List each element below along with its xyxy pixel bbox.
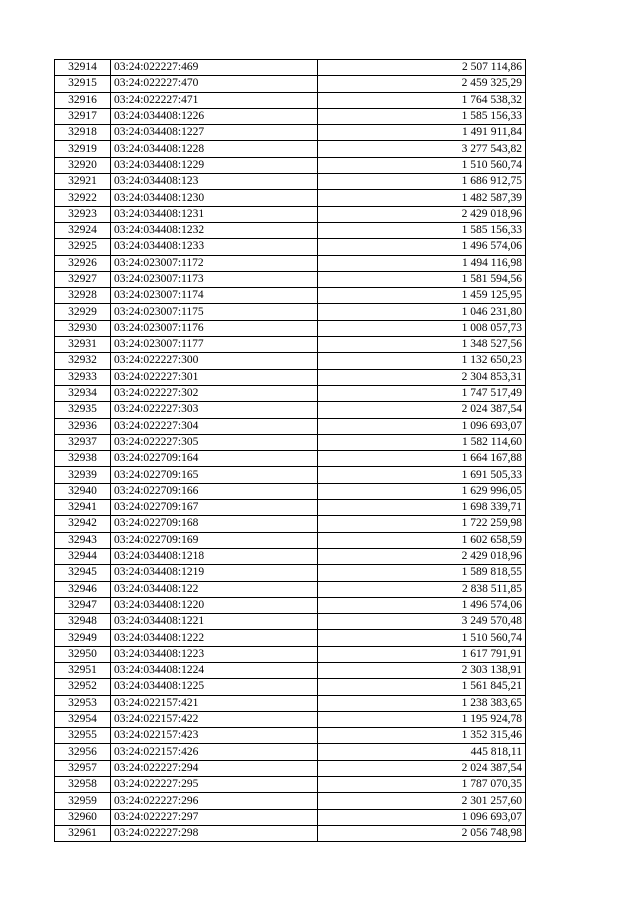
- cadastral-value-cell: 1 698 339,71: [318, 500, 526, 516]
- cadastral-value-table: [54, 59, 526, 842]
- cadastral-number-cell: 03:24:022227:471: [111, 92, 318, 108]
- cadastral-value-cell: 445 818,11: [318, 744, 526, 760]
- cadastral-value-cell: 1 686 912,75: [318, 174, 526, 190]
- cadastral-number-cell: 03:24:034408:1230: [111, 190, 318, 206]
- table-row: [55, 92, 526, 108]
- cadastral-number-cell: 03:24:034408:1220: [111, 597, 318, 613]
- table-row: [55, 451, 526, 467]
- row-number-cell: 32957: [55, 760, 111, 776]
- row-number-cell: 32958: [55, 777, 111, 793]
- cadastral-number-cell: 03:24:034408:1231: [111, 206, 318, 222]
- table-row: [55, 157, 526, 173]
- table-row: [55, 206, 526, 222]
- row-number-cell: 32960: [55, 809, 111, 825]
- row-number-cell: 32927: [55, 271, 111, 287]
- cadastral-value-cell: 1 585 156,33: [318, 222, 526, 238]
- table-row: [55, 728, 526, 744]
- cadastral-number-cell: 03:24:022709:165: [111, 467, 318, 483]
- cadastral-number-cell: 03:24:022709:166: [111, 483, 318, 499]
- row-number-cell: 32921: [55, 174, 111, 190]
- cadastral-value-cell: 1 348 527,56: [318, 337, 526, 353]
- cadastral-value-cell: 3 277 543,82: [318, 141, 526, 157]
- cadastral-number-cell: 03:24:022227:300: [111, 353, 318, 369]
- cadastral-number-cell: 03:24:022227:296: [111, 793, 318, 809]
- row-number-cell: 32940: [55, 483, 111, 499]
- cadastral-number-cell: 03:24:023007:1174: [111, 288, 318, 304]
- cadastral-number-cell: 03:24:022227:305: [111, 434, 318, 450]
- cadastral-value-cell: 1 238 383,65: [318, 695, 526, 711]
- table-row: [55, 532, 526, 548]
- cadastral-number-cell: 03:24:034408:122: [111, 581, 318, 597]
- row-number-cell: 32922: [55, 190, 111, 206]
- cadastral-value-cell: 2 301 257,60: [318, 793, 526, 809]
- cadastral-value-cell: 2 056 748,98: [318, 825, 526, 841]
- table-row: [55, 402, 526, 418]
- cadastral-number-cell: 03:24:034408:123: [111, 174, 318, 190]
- table-row: [55, 125, 526, 141]
- row-number-cell: 32931: [55, 337, 111, 353]
- table-row: [55, 222, 526, 238]
- cadastral-value-cell: 1 510 560,74: [318, 630, 526, 646]
- cadastral-value-cell: 2 304 853,31: [318, 369, 526, 385]
- row-number-cell: 32946: [55, 581, 111, 597]
- cadastral-value-cell: 1 787 070,35: [318, 777, 526, 793]
- row-number-cell: 32937: [55, 434, 111, 450]
- table-row: [55, 239, 526, 255]
- cadastral-value-cell: 1 589 818,55: [318, 565, 526, 581]
- table-row: [55, 744, 526, 760]
- row-number-cell: 32952: [55, 679, 111, 695]
- cadastral-value-cell: 1 561 845,21: [318, 679, 526, 695]
- cadastral-value-cell: 1 691 505,33: [318, 467, 526, 483]
- cadastral-number-cell: 03:24:022227:295: [111, 777, 318, 793]
- table-row: [55, 483, 526, 499]
- row-number-cell: 32942: [55, 516, 111, 532]
- row-number-cell: 32954: [55, 711, 111, 727]
- cadastral-value-cell: 1 482 587,39: [318, 190, 526, 206]
- table-row: [55, 793, 526, 809]
- cadastral-value-cell: 2 507 114,86: [318, 60, 526, 76]
- cadastral-number-cell: 03:24:034408:1223: [111, 646, 318, 662]
- row-number-cell: 32938: [55, 451, 111, 467]
- cadastral-value-cell: 2 303 138,91: [318, 662, 526, 678]
- cadastral-number-cell: 03:24:022227:303: [111, 402, 318, 418]
- row-number-cell: 32953: [55, 695, 111, 711]
- cadastral-number-cell: 03:24:022227:304: [111, 418, 318, 434]
- cadastral-number-cell: 03:24:022709:164: [111, 451, 318, 467]
- row-number-cell: 32949: [55, 630, 111, 646]
- cadastral-number-cell: 03:24:022227:297: [111, 809, 318, 825]
- row-number-cell: 32916: [55, 92, 111, 108]
- table-row: [55, 288, 526, 304]
- row-number-cell: 32915: [55, 76, 111, 92]
- cadastral-value-cell: 1 008 057,73: [318, 320, 526, 336]
- cadastral-number-cell: 03:24:022227:301: [111, 369, 318, 385]
- cadastral-number-cell: 03:24:023007:1176: [111, 320, 318, 336]
- cadastral-value-cell: 2 429 018,96: [318, 548, 526, 564]
- cadastral-value-cell: 1 491 911,84: [318, 125, 526, 141]
- cadastral-value-cell: 1 581 594,56: [318, 271, 526, 287]
- cadastral-number-cell: 03:24:034408:1219: [111, 565, 318, 581]
- table-row: [55, 108, 526, 124]
- cadastral-number-cell: 03:24:022227:302: [111, 385, 318, 401]
- cadastral-value-cell: 2 429 018,96: [318, 206, 526, 222]
- cadastral-value-cell: 1 617 791,91: [318, 646, 526, 662]
- cadastral-value-cell: 1 602 658,59: [318, 532, 526, 548]
- row-number-cell: 32923: [55, 206, 111, 222]
- table-row: [55, 630, 526, 646]
- table-row: [55, 320, 526, 336]
- row-number-cell: 32936: [55, 418, 111, 434]
- table-row: [55, 516, 526, 532]
- cadastral-value-cell: 1 496 574,06: [318, 239, 526, 255]
- cadastral-value-cell: 2 024 387,54: [318, 760, 526, 776]
- row-number-cell: 32932: [55, 353, 111, 369]
- cadastral-value-cell: 1 132 650,23: [318, 353, 526, 369]
- table-row: [55, 760, 526, 776]
- cadastral-value-cell: 2 024 387,54: [318, 402, 526, 418]
- row-number-cell: 32917: [55, 108, 111, 124]
- table-row: [55, 711, 526, 727]
- cadastral-number-cell: 03:24:023007:1177: [111, 337, 318, 353]
- table-row: [55, 646, 526, 662]
- table-row: [55, 337, 526, 353]
- cadastral-value-cell: 1 046 231,80: [318, 304, 526, 320]
- cadastral-value-cell: 3 249 570,48: [318, 614, 526, 630]
- cadastral-value-cell: 1 494 116,98: [318, 255, 526, 271]
- table-row: [55, 597, 526, 613]
- cadastral-value-cell: 1 096 693,07: [318, 809, 526, 825]
- table-row: [55, 695, 526, 711]
- row-number-cell: 32920: [55, 157, 111, 173]
- table-row: [55, 565, 526, 581]
- row-number-cell: 32948: [55, 614, 111, 630]
- cadastral-number-cell: 03:24:022157:421: [111, 695, 318, 711]
- cadastral-number-cell: 03:24:034408:1224: [111, 662, 318, 678]
- row-number-cell: 32933: [55, 369, 111, 385]
- cadastral-number-cell: 03:24:034408:1218: [111, 548, 318, 564]
- cadastral-value-cell: 1 510 560,74: [318, 157, 526, 173]
- cadastral-number-cell: 03:24:022227:470: [111, 76, 318, 92]
- cadastral-number-cell: 03:24:022227:469: [111, 60, 318, 76]
- row-number-cell: 32945: [55, 565, 111, 581]
- cadastral-value-cell: 2 838 511,85: [318, 581, 526, 597]
- row-number-cell: 32943: [55, 532, 111, 548]
- row-number-cell: 32929: [55, 304, 111, 320]
- table-row: [55, 548, 526, 564]
- cadastral-number-cell: 03:24:034408:1232: [111, 222, 318, 238]
- row-number-cell: 32961: [55, 825, 111, 841]
- cadastral-number-cell: 03:24:023007:1175: [111, 304, 318, 320]
- cadastral-number-cell: 03:24:034408:1228: [111, 141, 318, 157]
- cadastral-value-cell: 2 459 325,29: [318, 76, 526, 92]
- cadastral-value-cell: 1 629 996,05: [318, 483, 526, 499]
- row-number-cell: 32935: [55, 402, 111, 418]
- row-number-cell: 32939: [55, 467, 111, 483]
- table-row: [55, 418, 526, 434]
- table-row: [55, 467, 526, 483]
- cadastral-number-cell: 03:24:034408:1233: [111, 239, 318, 255]
- row-number-cell: 32947: [55, 597, 111, 613]
- cadastral-number-cell: 03:24:023007:1172: [111, 255, 318, 271]
- cadastral-number-cell: 03:24:023007:1173: [111, 271, 318, 287]
- table-row: [55, 581, 526, 597]
- table-row: [55, 809, 526, 825]
- row-number-cell: 32959: [55, 793, 111, 809]
- row-number-cell: 32956: [55, 744, 111, 760]
- row-number-cell: 32955: [55, 728, 111, 744]
- cadastral-value-cell: 1 459 125,95: [318, 288, 526, 304]
- cadastral-number-cell: 03:24:034408:1221: [111, 614, 318, 630]
- cadastral-value-cell: 1 096 693,07: [318, 418, 526, 434]
- cadastral-value-cell: 1 664 167,88: [318, 451, 526, 467]
- table-row: [55, 141, 526, 157]
- row-number-cell: 32924: [55, 222, 111, 238]
- cadastral-number-cell: 03:24:034408:1222: [111, 630, 318, 646]
- table-row: [55, 190, 526, 206]
- table-row: [55, 825, 526, 841]
- row-number-cell: 32928: [55, 288, 111, 304]
- table-row: [55, 679, 526, 695]
- cadastral-number-cell: 03:24:034408:1227: [111, 125, 318, 141]
- row-number-cell: 32944: [55, 548, 111, 564]
- cadastral-number-cell: 03:24:022709:167: [111, 500, 318, 516]
- table-row: [55, 255, 526, 271]
- cadastral-number-cell: 03:24:034408:1225: [111, 679, 318, 695]
- cadastral-number-cell: 03:24:022157:422: [111, 711, 318, 727]
- row-number-cell: 32918: [55, 125, 111, 141]
- cadastral-number-cell: 03:24:022709:169: [111, 532, 318, 548]
- table-row: [55, 271, 526, 287]
- row-number-cell: 32930: [55, 320, 111, 336]
- row-number-cell: 32925: [55, 239, 111, 255]
- cadastral-value-cell: 1 764 538,32: [318, 92, 526, 108]
- row-number-cell: 32941: [55, 500, 111, 516]
- row-number-cell: 32926: [55, 255, 111, 271]
- table-row: [55, 369, 526, 385]
- table-row: [55, 614, 526, 630]
- cadastral-number-cell: 03:24:022157:426: [111, 744, 318, 760]
- table-row: [55, 777, 526, 793]
- table-row: [55, 304, 526, 320]
- cadastral-number-cell: 03:24:022227:294: [111, 760, 318, 776]
- row-number-cell: 32950: [55, 646, 111, 662]
- table-row: [55, 662, 526, 678]
- cadastral-value-cell: 1 747 517,49: [318, 385, 526, 401]
- cadastral-value-cell: 1 352 315,46: [318, 728, 526, 744]
- row-number-cell: 32919: [55, 141, 111, 157]
- row-number-cell: 32934: [55, 385, 111, 401]
- table-row: [55, 174, 526, 190]
- cadastral-value-cell: 1 496 574,06: [318, 597, 526, 613]
- table-body: [55, 60, 526, 842]
- table-row: [55, 500, 526, 516]
- table-row: [55, 353, 526, 369]
- row-number-cell: 32914: [55, 60, 111, 76]
- cadastral-value-cell: 1 195 924,78: [318, 711, 526, 727]
- table-row: [55, 434, 526, 450]
- cadastral-number-cell: 03:24:034408:1226: [111, 108, 318, 124]
- cadastral-value-cell: 1 585 156,33: [318, 108, 526, 124]
- cadastral-number-cell: 03:24:022227:298: [111, 825, 318, 841]
- cadastral-value-cell: 1 722 259,98: [318, 516, 526, 532]
- cadastral-number-cell: 03:24:022709:168: [111, 516, 318, 532]
- table-row: [55, 385, 526, 401]
- table-row: [55, 76, 526, 92]
- cadastral-number-cell: 03:24:034408:1229: [111, 157, 318, 173]
- table-row: [55, 60, 526, 76]
- cadastral-value-cell: 1 582 114,60: [318, 434, 526, 450]
- cadastral-number-cell: 03:24:022157:423: [111, 728, 318, 744]
- row-number-cell: 32951: [55, 662, 111, 678]
